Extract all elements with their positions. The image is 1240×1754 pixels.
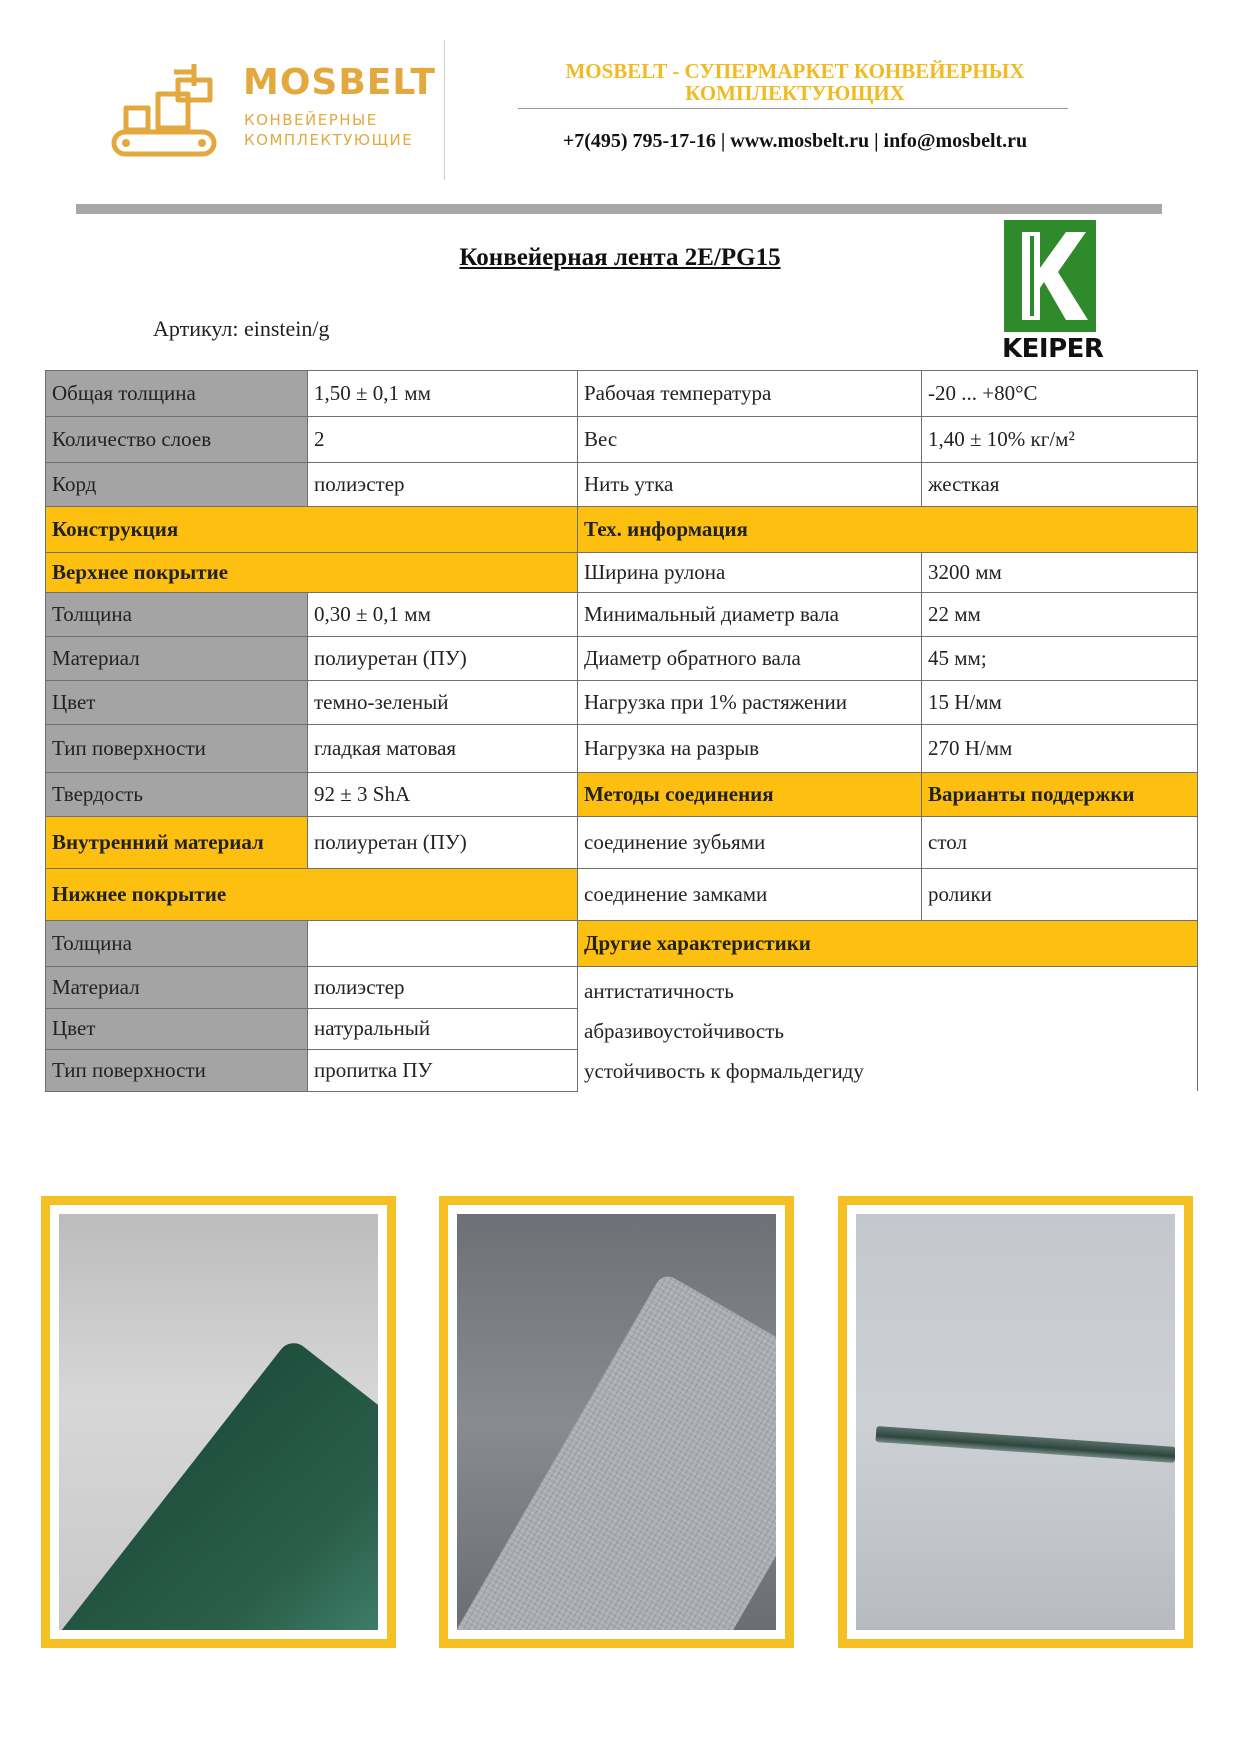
- logo-subtitle: [244, 110, 413, 150]
- keiper-wordmark: KEIPER: [1002, 334, 1104, 364]
- spec-cell: Нагрузка на разрыв: [578, 725, 922, 773]
- logo-name: MOSBELT: [243, 62, 436, 103]
- shop-title-line1: MOSBELT - СУПЕРМАРКЕТ КОНВЕЙЕРНЫХ: [565, 59, 1025, 83]
- spec-row: [46, 921, 1198, 967]
- spec-cell: 92 ± 3 ShA: [308, 773, 578, 817]
- spec-cell: гладкая матовая: [308, 725, 578, 773]
- spec-cell: 45 мм;: [922, 637, 1198, 681]
- spec-cell: 3200 мм: [922, 553, 1198, 593]
- spec-cell: Твердость: [46, 773, 308, 817]
- article-number: Артикул: einstein/g: [153, 316, 330, 341]
- spec-cell: жесткая: [922, 463, 1198, 507]
- spec-row: [46, 371, 1198, 417]
- section-header-cell: Нижнее покрытие: [46, 869, 578, 921]
- spec-cell: Ширина рулона: [578, 553, 922, 593]
- spec-cell: натуральный: [308, 1008, 578, 1050]
- spec-cell: Рабочая температура: [578, 371, 922, 417]
- characteristic-line: антистатичность: [584, 979, 734, 1003]
- keiper-k-icon: [1004, 220, 1096, 332]
- spec-cell: полиэстер: [308, 967, 578, 1009]
- spec-cell: [578, 967, 1198, 1092]
- spec-cell: соединение замками: [578, 869, 922, 921]
- spec-row: [46, 869, 1198, 921]
- section-header-cell: Конструкция: [46, 507, 578, 553]
- section-header-cell: Другие характеристики: [578, 921, 1198, 967]
- section-header-cell: Тех. информация: [578, 507, 1198, 553]
- mosbelt-logo: [110, 52, 436, 172]
- spec-cell: Нагрузка при 1% растяжении: [578, 681, 922, 725]
- characteristic-line: абразивоустойчивость: [584, 1019, 784, 1043]
- spec-cell: полиэстер: [308, 463, 578, 507]
- spec-row: [46, 637, 1198, 681]
- spec-cell: 2: [308, 417, 578, 463]
- spec-row: [46, 681, 1198, 725]
- spec-row: [46, 967, 1198, 1009]
- spec-cell: полиуретан (ПУ): [308, 637, 578, 681]
- spec-cell: Корд: [46, 463, 308, 507]
- fabric-belt-image: [457, 1272, 776, 1630]
- spec-cell: Тип поверхности: [46, 1050, 308, 1092]
- photo-bottom-surface: [439, 1196, 794, 1648]
- section-header-cell: Верхнее покрытие: [46, 553, 578, 593]
- spec-cell: Материал: [46, 967, 308, 1009]
- spec-cell: Цвет: [46, 681, 308, 725]
- shop-title: [520, 60, 1070, 104]
- spec-cell: Тип поверхности: [46, 725, 308, 773]
- shop-title-line2: КОМПЛЕКТУЮЩИХ: [685, 81, 905, 105]
- spec-row: [46, 593, 1198, 637]
- contact-line: +7(495) 795-17-16 | www.mosbelt.ru | info@mosbelt.ru: [562, 130, 1028, 152]
- spec-row: [46, 507, 1198, 553]
- spec-row: [46, 553, 1198, 593]
- conveyor-logo-icon: [110, 56, 220, 160]
- spec-cell: 1,50 ± 0,1 мм: [308, 371, 578, 417]
- spec-table: [45, 370, 1198, 1092]
- spec-cell: темно-зеленый: [308, 681, 578, 725]
- spec-cell: соединение зубьями: [578, 817, 922, 869]
- green-belt-image: [59, 1337, 378, 1630]
- spec-cell: Общая толщина: [46, 371, 308, 417]
- spec-cell: Материал: [46, 637, 308, 681]
- spec-cell: 22 мм: [922, 593, 1198, 637]
- photo-top-surface: [41, 1196, 396, 1648]
- section-header-cell: Методы соединения: [578, 773, 922, 817]
- spec-row: [46, 417, 1198, 463]
- title-underline: [518, 108, 1068, 109]
- logo-subtitle-line1: КОНВЕЙЕРНЫЕ: [244, 111, 378, 129]
- spec-row: [46, 773, 1198, 817]
- spec-cell: 0,30 ± 0,1 мм: [308, 593, 578, 637]
- section-header-cell: Варианты поддержки: [922, 773, 1198, 817]
- spec-cell: Цвет: [46, 1008, 308, 1050]
- spec-cell: Толщина: [46, 921, 308, 967]
- spec-row: [46, 817, 1198, 869]
- keiper-logo: [1002, 220, 1104, 366]
- spec-cell: 15 Н/мм: [922, 681, 1198, 725]
- photo-belt-edge: [838, 1196, 1193, 1648]
- logo-subtitle-line2: КОМПЛЕКТУЮЩИЕ: [244, 131, 414, 149]
- product-title: Конвейерная лента 2E/PG15: [459, 244, 781, 271]
- spec-cell: Вес: [578, 417, 922, 463]
- header-divider: [444, 40, 445, 180]
- spec-cell: пропитка ПУ: [308, 1050, 578, 1092]
- spec-cell: стол: [922, 817, 1198, 869]
- spec-cell: Минимальный диаметр вала: [578, 593, 922, 637]
- section-header-cell: Внутренний материал: [46, 817, 308, 869]
- characteristic-line: устойчивость к формальдегиду: [584, 1059, 864, 1083]
- spec-cell: 270 Н/мм: [922, 725, 1198, 773]
- spec-row: [46, 725, 1198, 773]
- belt-profile-image: [875, 1426, 1175, 1463]
- spec-cell: Количество слоев: [46, 417, 308, 463]
- spec-row: [46, 463, 1198, 507]
- spec-cell: 1,40 ± 10% кг/м²: [922, 417, 1198, 463]
- spec-cell: -20 ... +80°С: [922, 371, 1198, 417]
- spec-cell: Толщина: [46, 593, 308, 637]
- spec-cell: Нить утка: [578, 463, 922, 507]
- spec-cell: Диаметр обратного вала: [578, 637, 922, 681]
- header-separator-bar: [76, 204, 1162, 214]
- spec-cell: полиуретан (ПУ): [308, 817, 578, 869]
- spec-cell: [308, 921, 578, 967]
- spec-cell: ролики: [922, 869, 1198, 921]
